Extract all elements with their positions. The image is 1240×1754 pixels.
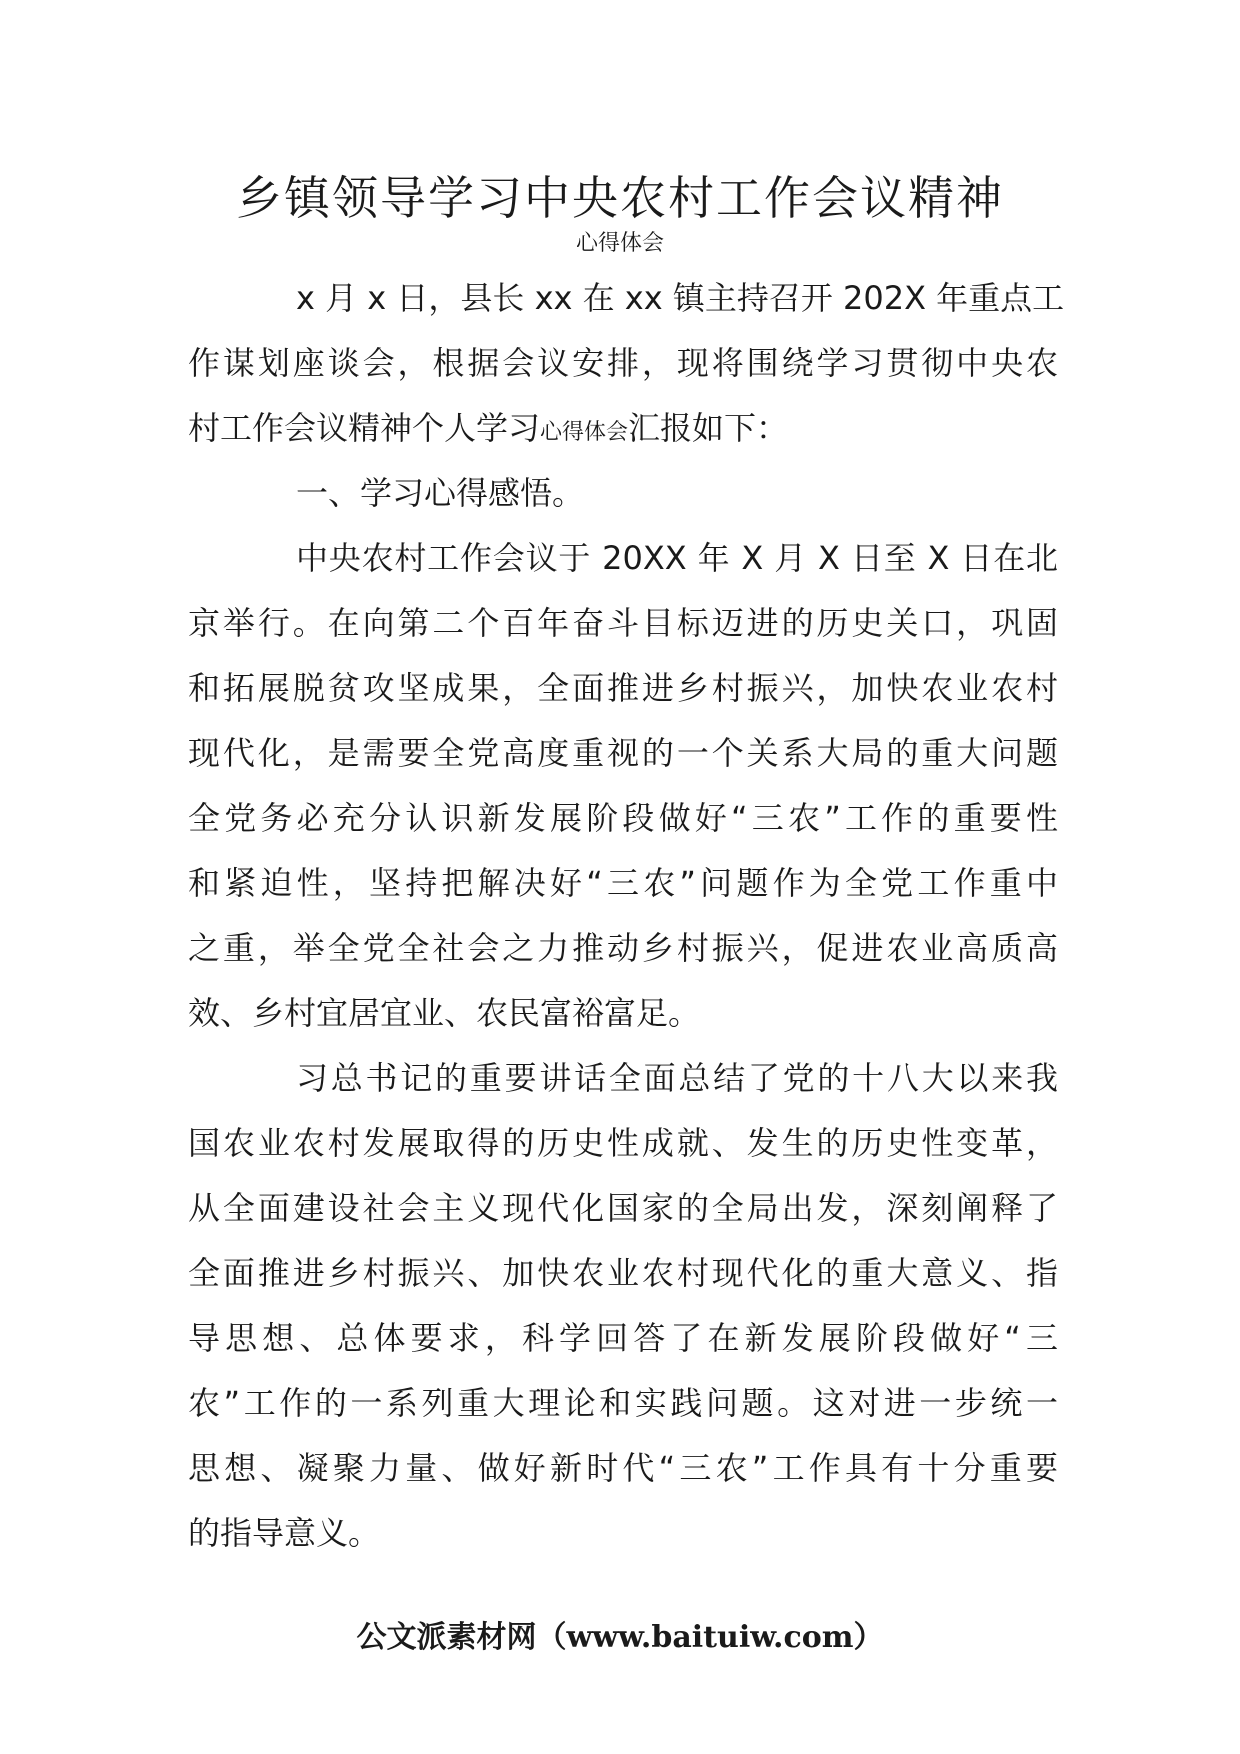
paragraph-line: 全面推进乡村振兴、加快农业农村现代化的重大意义、指 <box>188 1254 1058 1292</box>
paragraph-line: 国农业农村发展取得的历史性成就、发生的历史性变革， <box>188 1124 1058 1162</box>
paragraph-line: 思想、凝聚力量、做好新时代“三农”工作具有十分重要 <box>188 1449 1058 1487</box>
paragraph-line: 导思想、总体要求，科学回答了在新发展阶段做好“三 <box>188 1319 1058 1357</box>
intro-text: 村工作会议精神个人学习 <box>188 409 541 447</box>
document-body <box>188 266 1065 1566</box>
paragraph-line: 中央农村工作会议于 20XX 年 X 月 X 日至 X 日在北 <box>296 539 1058 577</box>
intro-line: 作谋划座谈会，根据会议安排，现将围绕学习贯彻中央农 <box>188 344 1058 382</box>
intro-text: 汇报如下： <box>628 409 789 447</box>
intro-small-text: 心得体会 <box>540 420 629 445</box>
paragraph-line: 和紧迫性，坚持把解决好“三农”问题作为全党工作重中 <box>188 864 1058 902</box>
paragraph-line: 从全面建设社会主义现代化国家的全局出发，深刻阐释了 <box>188 1189 1058 1227</box>
paragraph-line: 之重，举全党全社会之力推动乡村振兴，促进农业高质高 <box>188 929 1058 967</box>
paragraph-line: 效、乡村宜居宜业、农民富裕富足。 <box>188 994 701 1032</box>
paragraph-line: 的指导意义。 <box>188 1514 381 1552</box>
paragraph-line: 和拓展脱贫攻坚成果，全面推进乡村振兴，加快农业农村 <box>188 669 1058 707</box>
paragraph-line: 习总书记的重要讲话全面总结了党的十八大以来我 <box>296 1059 1058 1097</box>
intro-line <box>188 396 1058 461</box>
paragraph-line: 农”工作的一系列重大理论和实践问题。这对进一步统一 <box>188 1384 1058 1422</box>
document-subtitle: 心得体会 <box>575 231 664 256</box>
document-title: 乡镇领导学习中央农村工作会议精神 <box>236 171 1004 225</box>
footer-watermark: 公文派素材网（www.baituiw.com） <box>356 1620 884 1655</box>
intro-line: x 月 x 日，县长 xx 在 xx 镇主持召开 202X 年重点工 <box>296 279 1065 317</box>
paragraph-line: 京举行。在向第二个百年奋斗目标迈进的历史关口，巩固 <box>188 604 1058 642</box>
section-heading: 一、学习心得感悟。 <box>296 474 585 512</box>
paragraph-line: 全党务必充分认识新发展阶段做好“三农”工作的重要性 <box>188 799 1058 837</box>
paragraph-line: 现代化，是需要全党高度重视的一个关系大局的重大问题 <box>188 734 1058 772</box>
